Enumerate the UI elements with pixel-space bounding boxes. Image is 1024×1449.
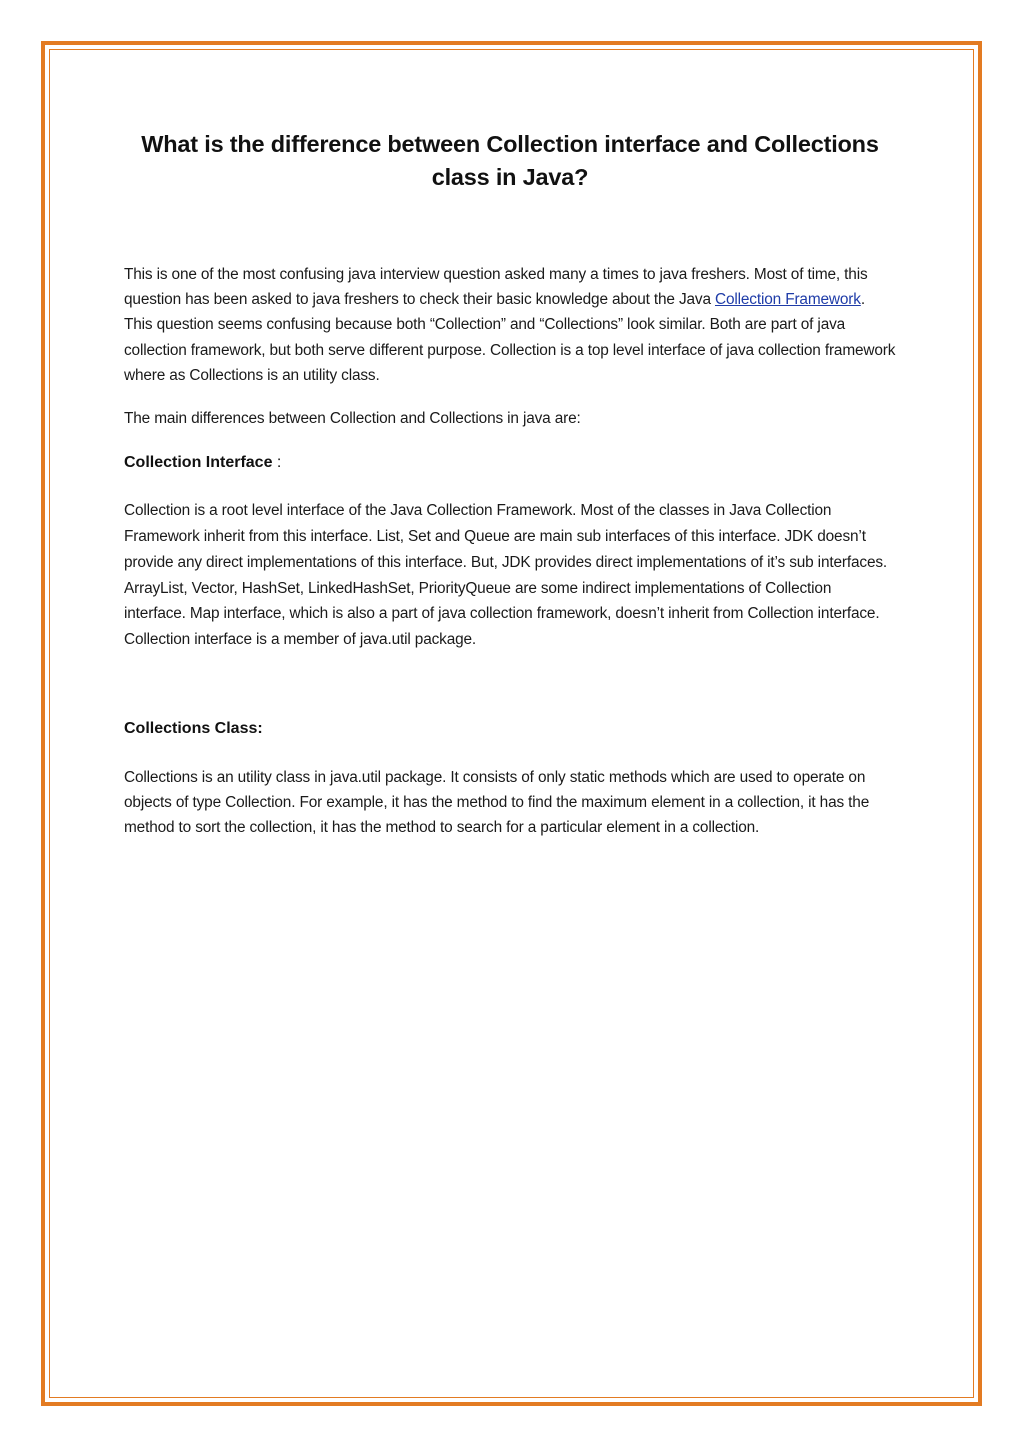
collection-interface-heading-colon: : xyxy=(272,454,282,472)
intro-text-after-link: . This question seems confusing because both “Collection” and “Collections” look similar. Both are part of java collection framework, but both serve different purpose. Collection is a top level interface of java collection framework where as Collections is an utility class. xyxy=(124,291,896,384)
collection-interface-body: Collection is a root level interface of the Java Collection Framework. Most of the classes in Java Collection Framework inherit from this interface. List, Set and Queue are main sub interfaces of this interface. JDK doesn’t provide any direct implementations of this interface. But, JDK provides direct implementations of it’s sub interfaces. ArrayList, Vector, HashSet, LinkedHashSet, PriorityQueue are some indirect implementations of Collection interface. Map interface, which is also a part of java collection framework, doesn’t inherit from Collection interface. Collection interface is a member of java.util package. xyxy=(124,502,888,649)
collection-interface-heading xyxy=(124,451,896,475)
collection-framework-link[interactable]: Collection Framework xyxy=(714,291,861,309)
page-title: What is the difference between Collection interface and Collections class in Java? xyxy=(141,131,879,190)
collection-interface-heading-text: Collection Interface xyxy=(124,454,273,472)
collections-class-body: Collections is an utility class in java.util package. It consists of only static methods which are used to operate on objects of type Collection. For example, it has the method to find the maximum element in a collection, it has the method to sort the collection, it has the method to search for a particular element in a collection. xyxy=(124,769,870,837)
intro-paragraph xyxy=(124,262,896,388)
document-content xyxy=(124,128,896,841)
collections-class-heading: Collections Class: xyxy=(124,720,263,737)
intro-text-before-link: This is one of the most confusing java interview question asked many a times to java freshers. Most of time, this question has been asked to java freshers to check their basic knowledge about the Java xyxy=(124,266,868,309)
differences-intro: The main differences between Collection and Collections in java are: xyxy=(124,410,581,428)
